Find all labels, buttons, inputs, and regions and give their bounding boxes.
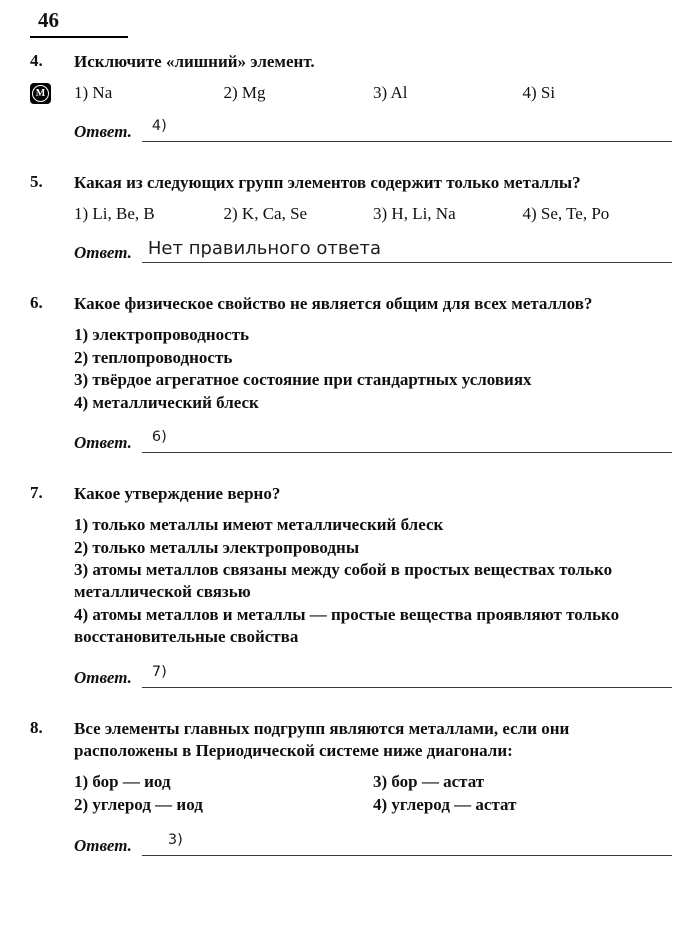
option: 2) Mg (223, 83, 266, 103)
question-number: 7. (30, 483, 43, 503)
answer-line (142, 235, 672, 263)
question-7-answer-row (74, 660, 672, 688)
question-4-answer-row (74, 114, 672, 142)
option: 3) H, Li, Na (373, 204, 456, 224)
option: 2) теплопроводность (74, 347, 233, 367)
answer-label: Ответ. (74, 122, 132, 142)
option: 1) Na (74, 83, 113, 103)
question-7 (30, 483, 672, 705)
page-number: 46 (30, 8, 128, 38)
question-number: 5. (30, 172, 43, 192)
answer-label: Ответ. (74, 433, 132, 453)
option: 2) K, Ca, Se (223, 204, 308, 224)
question-4-options (74, 83, 672, 103)
handwritten-answer: 7) (151, 663, 167, 680)
question-text: Исключите «лишний» элемент. (74, 52, 315, 71)
handwritten-answer: 6) (151, 429, 167, 446)
question-4 (30, 51, 672, 159)
handwritten-answer: Нет правильного ответа (147, 238, 382, 260)
question-8-answer-row (74, 828, 672, 856)
question-number: 6. (30, 293, 43, 313)
option: 4) Se, Te, Po (522, 204, 610, 224)
answer-line (142, 114, 672, 142)
question-6 (30, 293, 672, 470)
question-8 (30, 718, 672, 862)
answer-label: Ответ. (74, 243, 132, 263)
option: 4) металлический блеск (74, 392, 259, 412)
question-4-number-column (30, 51, 74, 159)
answer-line (142, 425, 672, 453)
question-text: Какая из следующих групп элементов содержит только металлы? (74, 173, 581, 193)
option: 4) атомы металлов и металлы — простые вещества проявляют только восстановительные свойства (74, 604, 620, 647)
handwritten-answer: 4) (151, 118, 167, 135)
question-6-answer-row (74, 425, 672, 453)
question-8-options (74, 771, 672, 817)
question-number: 8. (30, 717, 43, 737)
option: 3) атомы металлов связаны между собой в простых веществах только металлической связью (74, 560, 613, 602)
question-7-options (74, 514, 672, 649)
question-5 (30, 172, 672, 280)
question-text: Какое физическое свойство не является общим для всех металлов? (74, 294, 593, 314)
answer-line (142, 828, 672, 856)
answer-label: Ответ. (74, 835, 132, 855)
question-6-options (74, 324, 672, 414)
option: 2) углерод — иод (74, 794, 203, 814)
option: 1) электропроводность (74, 325, 250, 345)
option: 3) бор — астат (373, 771, 485, 791)
answer-line (142, 660, 672, 688)
question-number: 4. (30, 51, 43, 70)
question-text: Все элементы главных подгрупп являются металлами, если они расположены в Периодической системе ниже диагонали: (74, 718, 570, 760)
option: 1) только металлы имеют металлический блеск (74, 515, 444, 535)
option: 4) углерод — астат (373, 794, 517, 814)
option: 3) твёрдое агрегатное состояние при стандартных условиях (74, 370, 532, 390)
option: 2) только металлы электропроводны (74, 537, 360, 557)
option: 4) Si (522, 83, 556, 103)
handwritten-answer: 3) (167, 831, 183, 848)
question-5-answer-row (74, 235, 672, 263)
question-5-options (74, 204, 672, 224)
answer-label: Ответ. (74, 667, 132, 687)
question-text: Какое утверждение верно? (74, 484, 281, 504)
option: 1) Li, Be, B (74, 204, 155, 224)
option: 3) Al (373, 83, 408, 103)
option: 1) бор — иод (74, 771, 171, 791)
metal-marker-icon: М (30, 83, 51, 104)
